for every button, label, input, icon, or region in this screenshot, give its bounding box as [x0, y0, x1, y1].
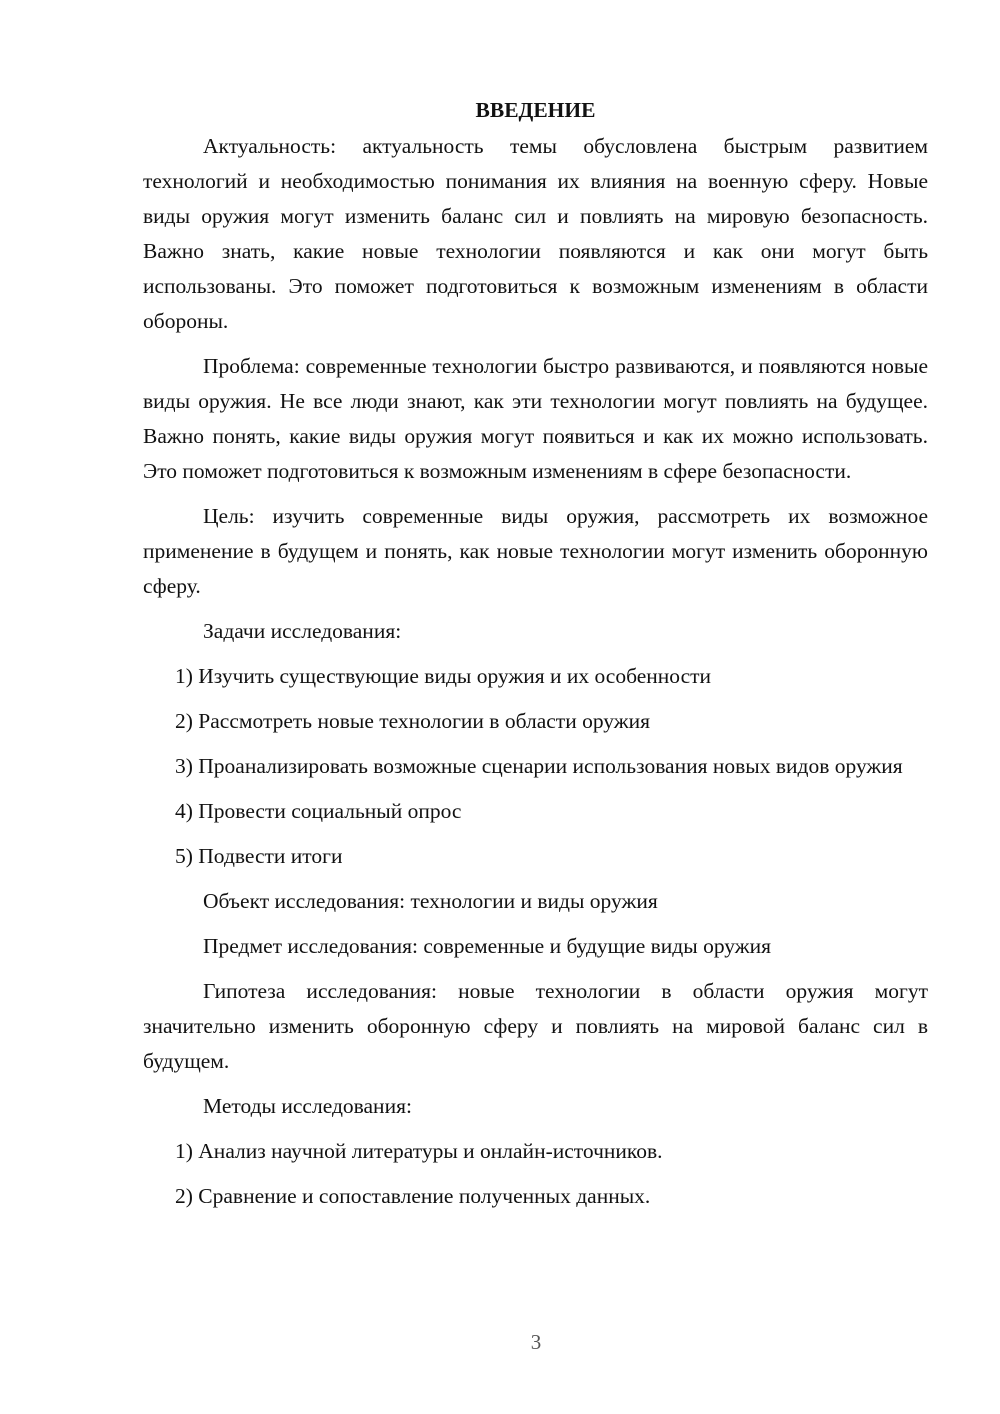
method-item-1: 1) Анализ научной литературы и онлайн-источников. — [175, 1139, 663, 1163]
problem-paragraph: Проблема: современные технологии быстро развиваются, и появляются новые виды оружия. Не все люди знают, как эти технологии могут повлиять на будущее. Важно понять, какие виды оружия могут появиться и как их можно использовать. Это поможет подготовиться к возможным изменениям в сфере безопасности. — [143, 354, 928, 483]
page-number: 3 — [530, 1330, 542, 1354]
research-object: Объект исследования: технологии и виды оружия — [203, 889, 658, 913]
page-content — [143, 93, 928, 1224]
goal-paragraph: Цель: изучить современные виды оружия, рассмотреть их возможное применение в будущем и понять, как новые технологии могут изменить оборонную сферу. — [143, 504, 928, 598]
task-item-4: 4) Провести социальный опрос — [175, 799, 462, 823]
page-title: ВВЕДЕНИЕ — [475, 98, 596, 122]
tasks-heading: Задачи исследования: — [203, 619, 402, 643]
methods-heading: Методы исследования: — [203, 1094, 412, 1118]
task-item-2: 2) Рассмотреть новые технологии в области оружия — [175, 709, 651, 733]
task-item-1: 1) Изучить существующие виды оружия и их особенности — [175, 664, 712, 688]
method-item-2: 2) Сравнение и сопоставление полученных данных. — [175, 1184, 651, 1208]
task-item-5: 5) Подвести итоги — [175, 844, 343, 868]
research-subject: Предмет исследования: современные и будущие виды оружия — [203, 934, 771, 958]
relevance-paragraph: Актуальность: актуальность темы обусловлена быстрым развитием технологий и необходимостью понимания их влияния на военную сферу. Новые виды оружия могут изменить баланс сил и повлиять на мировую безопасность. Важно знать, какие новые технологии появляются и как они могут быть использованы. Это поможет подготовиться к возможным изменениям в области обороны. — [143, 134, 928, 333]
task-item-3: 3) Проанализировать возможные сценарии использования новых видов оружия — [175, 754, 903, 778]
research-hypothesis: Гипотеза исследования: новые технологии в области оружия могут значительно изменить оборонную сферу и повлиять на мировой баланс сил в будущем. — [143, 979, 928, 1073]
